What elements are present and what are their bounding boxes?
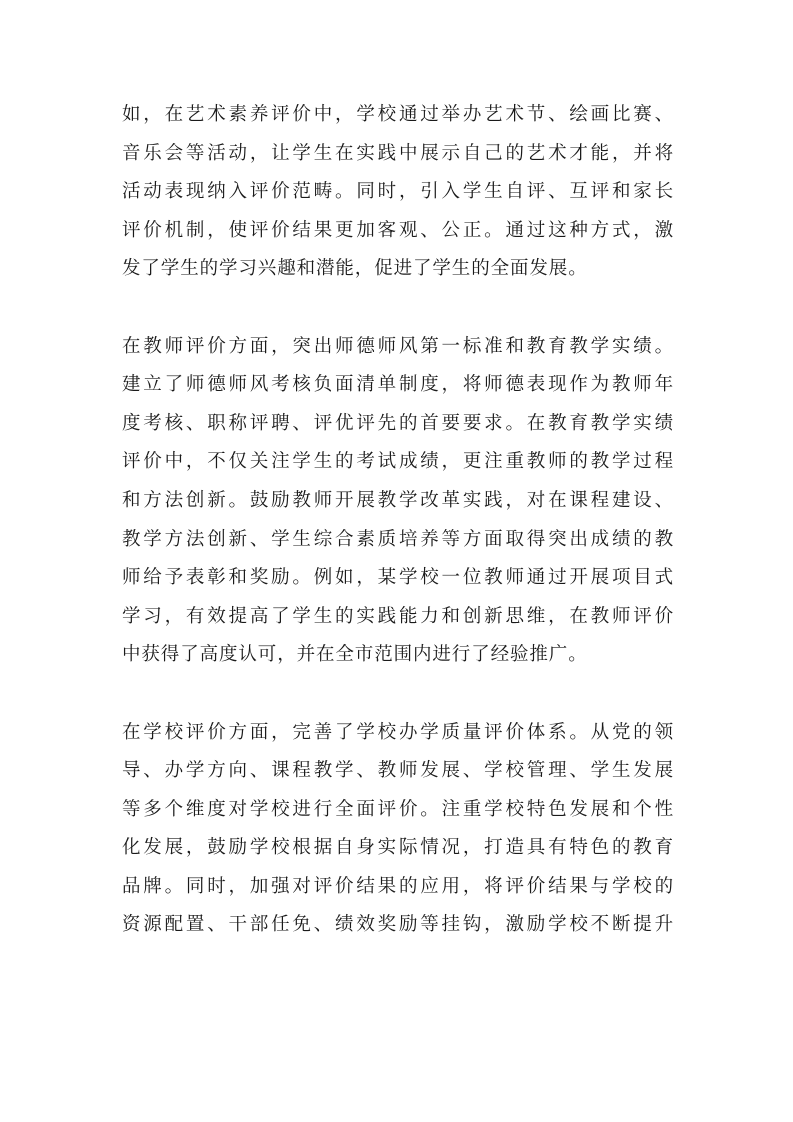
- text-line: 导、办学方向、课程教学、教师发展、学校管理、学生发展: [122, 760, 674, 782]
- text-line: 中获得了高度认可，并在全市范围内进行了经验推广。: [122, 644, 588, 666]
- text-line: 化发展，鼓励学校根据自身实际情况，打造具有特色的教育: [122, 837, 674, 859]
- text-line: 音乐会等活动，让学生在实践中展示自己的艺术才能，并将: [122, 142, 674, 164]
- text-line: 评价机制，使评价结果更加客观、公正。通过这种方式，激: [122, 219, 674, 241]
- text-line: 资源配置、干部任免、绩效奖励等挂钩，激励学校不断提升: [122, 914, 674, 936]
- text-line: 如，在艺术素养评价中，学校通过举办艺术节、绘画比赛、: [122, 104, 674, 125]
- text-line: 活动表现纳入评价范畴。同时，引入学生自评、互评和家长: [122, 181, 674, 203]
- text-line: 和方法创新。鼓励教师开展教学改革实践，对在课程建设、: [122, 489, 674, 511]
- text-line: 在学校评价方面，完善了学校办学质量评价体系。从党的领: [122, 721, 674, 743]
- text-line: 发了学生的学习兴趣和潜能，促进了学生的全面发展。: [122, 258, 588, 280]
- text-line: 度考核、职称评聘、评优评先的首要要求。在教育教学实绩: [122, 412, 674, 434]
- paragraph-school-evaluation: [122, 714, 674, 946]
- text-line: 在教师评价方面，突出师德师风第一标准和教育教学实绩。: [122, 335, 674, 357]
- text-line: 评价中，不仅关注学生的考试成绩，更注重教师的教学过程: [122, 451, 674, 473]
- text-line: 建立了师德师风考核负面清单制度，将师德表现作为教师年: [122, 374, 674, 396]
- paragraph-art-evaluation: [122, 96, 674, 289]
- text-line: 品牌。同时，加强对评价结果的应用，将评价结果与学校的: [122, 875, 674, 897]
- document-body: [122, 96, 674, 984]
- paragraph-teacher-evaluation: [122, 328, 674, 675]
- text-line: 等多个维度对学校进行全面评价。注重学校特色发展和个性: [122, 798, 674, 820]
- text-line: 教学方法创新、学生综合素质培养等方面取得突出成绩的教: [122, 528, 674, 550]
- text-line: 师给予表彰和奖励。例如，某学校一位教师通过开展项目式: [122, 567, 674, 589]
- text-line: 学习，有效提高了学生的实践能力和创新思维，在教师评价: [122, 605, 674, 627]
